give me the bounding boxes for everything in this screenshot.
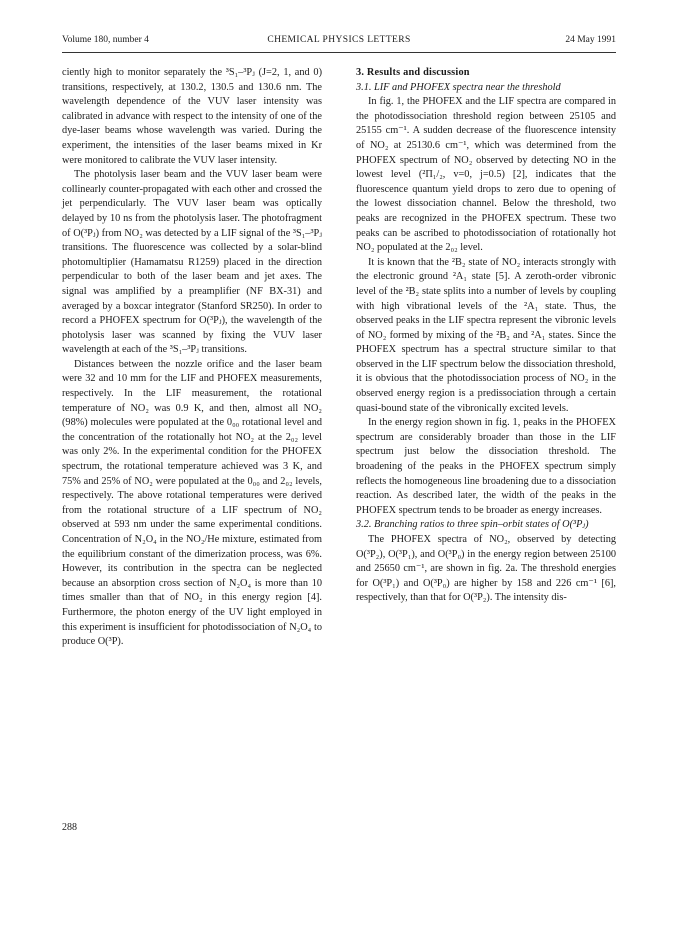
paragraph: Distances between the nozzle orifice and the laser beam were 32 and 10 mm for the LIF and PHOFEX measurements, respectively. In the LIF measurement, the rotational temperature of NO₂ was 0.9 K, and then, almost all NO₂ (98%) molecules were populated at the 0₀₀ rotational level and the concentration of the rotationally hot NO₂ at the 2₀₂ level was only 2%. In the experimental condition for the PHOFEX spectrum, the rotational temperature achieved was 3 K, and 75% and 25% of NO₂ were populated at the 0₀₀ and 2₀₂ levels, respectively. The above rotational temperatures were derived from the rotational structure of a LIF spectrum of NO₂ observed at 593 nm under the same experimental conditions. Concentration of N₂O₄ in the NO₂/He mixture, estimated from the equilibrium constant of the dimerization process, was 6%. However, its contribution in the spectra can be neglected because an absorption cross section of N₂O₄ is more than 10 times smaller than that of NO₂ in this energy region [4]. Furthermore, the photon energy of the UV light employed in this experiment is insufficient for photodissociation of N₂O₄ to produce O(³P). xyxy=(62,358,322,648)
paragraph: In the energy region shown in fig. 1, peaks in the PHOFEX spectrum are considerably broader than those in the LIF spectrum just below the dissociation threshold. The broadening of the peaks in the PHOFEX spectrum simply reflects the homogeneous line broadening due to a dissociation reaction. As described later, the width of the peaks in the PHOFEX spectrum tends to be broader as energy increases. xyxy=(356,417,616,516)
right-column xyxy=(356,66,616,606)
left-column xyxy=(62,66,322,650)
paragraph: The PHOFEX spectra of NO₂, observed by detecting O(³P₂), O(³P₁), and O(³P₀) in the energy region between 25100 and 25650 cm⁻¹, are shown in fig. 2a. The threshold energies for O(³P₁) and O(³P₀) are higher by 158 and 226 cm⁻¹ [6], respectively, than that for O(³P₂). The intensity dis- xyxy=(356,534,616,604)
subsection-heading: 3.1. LIF and PHOFEX spectra near the threshold xyxy=(356,81,561,93)
paragraph: It is known that the ²B₂ state of NO₂ interacts strongly with the electronic ground ²A₁ state [5]. A zeroth-order vibronic level of the ²B₂ state splits into a number of levels by coupling with high vibrational levels of the ²A₁ state. Thus, the observed peaks in the LIF spectra represent the vibronic levels of NO₂ formed by mixing of the ²B₂ and ²A₁ states. Since the PHOFEX spectrum has a spectral structure similar to that observed in the LIF spectrum below the dissociation threshold, it is obvious that the photodissociation process of NO₂ in the observed energy region is a predissociation through a certain quasi-bound state of the vibronically excited levels. xyxy=(356,256,616,414)
page-number: 288 xyxy=(62,822,77,833)
subsection-heading: 3.2. Branching ratios to three spin–orbit states of O(³Pⱼ) xyxy=(356,519,589,531)
paragraph: In fig. 1, the PHOFEX and the LIF spectra are compared in the photodissociation threshold region between 25105 and 25155 cm⁻¹. A sudden decrease of the fluorescence intensity of NO₂ at 25130.6 cm⁻¹, which was determined from the PHOFEX spectrum of NO₂ observed by detecting NO in the lowest level (²Π₁/₂, v=0, j=0.5) [2], indicates that the fluorescence quantum yield drops to zero due to opening of the lowest dissociation channel. Below the threshold, two peaks are recognized in the PHOFEX spectrum. These two peaks can be ascribed to photodissociation of rotationally hot NO₂ populated at the 2₀₂ level. xyxy=(356,96,616,254)
issue-date: 24 May 1991 xyxy=(565,35,616,45)
paragraph: ciently high to monitor separately the ³S₁–³Pⱼ (J=2, 1, and 0) transitions, respectively, at 130.2, 130.5 and 130.6 nm. The wavelength dependence of the VUV laser intensity was calibrated in advance with respect to the intensity of one of the dye-laser beams whose wavelength was varied. During the experiment, the intensities of the laser beams mixed in Kr were monitored to calibrate the VUV laser intensity. xyxy=(62,67,322,166)
header-rule xyxy=(62,52,616,53)
volume-label: Volume 180, number 4 xyxy=(62,35,149,45)
running-header xyxy=(62,35,616,49)
section-heading: 3. Results and discussion xyxy=(356,67,470,78)
paragraph: The photolysis laser beam and the VUV laser beam were collinearly counter-propagated with each other and crossed the jet perpendicularly. The VUV laser beam was optically delayed by 10 ns from the photolysis laser. The photofragment of O(³Pⱼ) from NO₂ was detected by a LIF signal of the ³S₁–³Pⱼ transitions. The fluorescence was collected by a solar-blind photomultiplier (Hamamatsu R1259) placed in the direction perpendicular to both of the laser beam and jet axes. The signal was amplified by a preamplifier (NF BX-31) and averaged by a boxcar integrator (Stanford SR250). In order to record a PHOFEX spectrum for O(³Pⱼ), the wavelength of the photolysis laser was scanned by fixing the VUV laser wavelength at each of the ³S₁–³Pⱼ transitions. xyxy=(62,169,322,356)
journal-title: CHEMICAL PHYSICS LETTERS xyxy=(267,35,411,45)
